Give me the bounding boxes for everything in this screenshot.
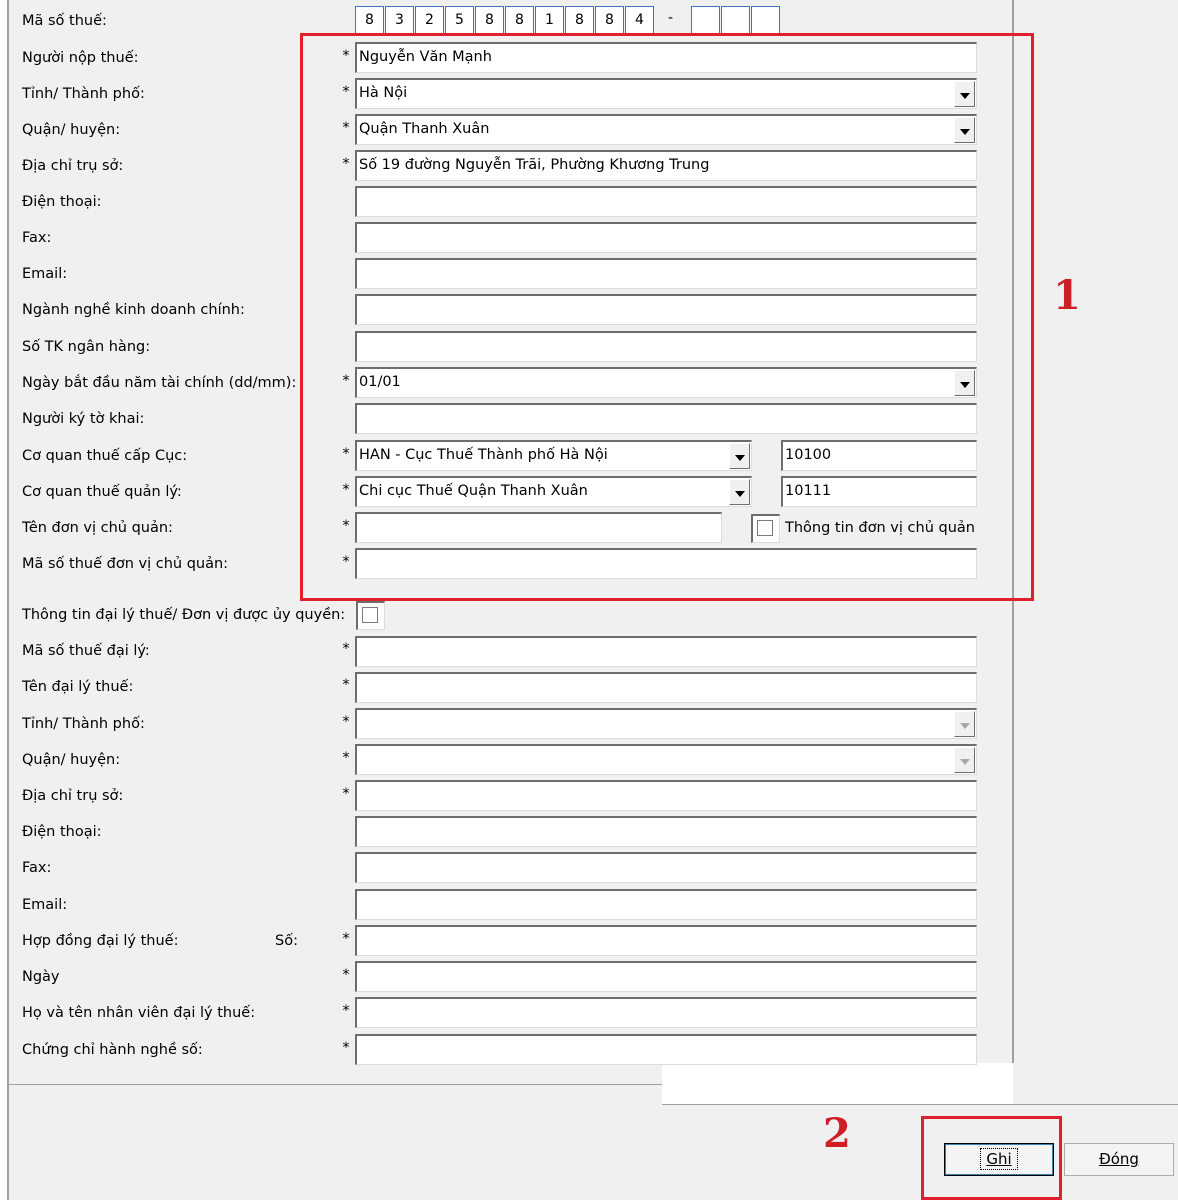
required-mark: * [342,482,350,498]
tax-office-value: Chi cục Thuế Quận Thanh Xuân [359,483,588,499]
agent-fax-label: Fax: [22,860,52,876]
annotation-number-1: 1 [1053,272,1081,319]
tax-code-digit[interactable]: 4 [625,6,654,34]
panel-bottom-edge [9,1084,662,1085]
business-label: Ngành nghề kinh doanh chính: [22,302,245,318]
agent-contract-no-label: Số: [275,933,298,949]
agent-province-label: Tỉnh/ Thành phố: [22,716,145,732]
agent-name-label: Tên đại lý thuế: [22,679,134,695]
agent-contract-no-input[interactable] [355,925,977,956]
tax-office-label: Cơ quan thuế quản lý: [22,484,182,500]
agent-contract-date-label: Ngày [22,969,60,985]
tax-code-branch-digit[interactable] [691,6,720,34]
agent-phone-label: Điện thoại: [22,824,102,840]
agent-address-input[interactable] [355,780,977,811]
required-mark: * [342,373,350,389]
required-mark: * [342,714,350,730]
required-mark: * [342,786,350,802]
agent-cert-label: Chứng chỉ hành nghề số: [22,1042,203,1058]
tax-office-code[interactable]: 10111 [781,476,977,507]
taxpayer-name-input[interactable]: Nguyễn Văn Mạnh [355,42,977,73]
required-mark: * [342,120,350,136]
required-mark: * [342,48,350,64]
parent-info-checkbox-label: Thông tin đơn vị chủ quản [785,520,975,536]
tax-code-digit[interactable]: 1 [535,6,564,34]
required-mark: * [342,518,350,534]
tax-code-digit[interactable]: 2 [415,6,444,34]
button-bar-divider [662,1104,1178,1105]
agent-email-label: Email: [22,897,68,913]
agent-district-label: Quận/ huyện: [22,752,121,768]
required-mark: * [342,967,350,983]
district-label: Quận/ huyện: [22,122,121,138]
required-mark: * [342,1040,350,1056]
agent-cert-input[interactable] [355,1034,977,1065]
required-mark: * [342,554,350,570]
agent-email-input[interactable] [355,889,977,920]
agent-district-select[interactable] [355,744,977,775]
address-input[interactable]: Số 19 đường Nguyễn Trãi, Phường Khương Trung [355,150,977,181]
tax-code-digit[interactable]: 8 [505,6,534,34]
fiscal-start-label: Ngày bắt đầu năm tài chính (dd/mm): [22,375,297,391]
tax-code-digit[interactable]: 3 [385,6,414,34]
tax-code-label: Mã số thuế: [22,13,107,29]
fax-label: Fax: [22,230,52,246]
tax-code-branch-digit[interactable] [751,6,780,34]
district-select-value: Quận Thanh Xuân [359,121,490,137]
tax-department-label: Cơ quan thuế cấp Cục: [22,448,188,464]
agent-province-select[interactable] [355,708,977,739]
agent-tax-code-label: Mã số thuế đại lý: [22,643,150,659]
agent-contract-date-input[interactable] [355,961,977,992]
agent-phone-input[interactable] [355,816,977,847]
required-mark: * [342,931,350,947]
required-mark: * [342,641,350,657]
tax-department-value: HAN - Cục Thuế Thành phố Hà Nội [359,447,608,463]
required-mark: * [342,677,350,693]
agent-address-label: Địa chỉ trụ sở: [22,788,124,804]
agent-contract-label: Hợp đồng đại lý thuế: [22,933,179,949]
tax-code-boxes[interactable] [355,6,785,36]
tax-code-branch-digit[interactable] [721,6,750,34]
bank-account-label: Số TK ngân hàng: [22,339,151,355]
close-button[interactable]: Đóng [1064,1143,1174,1176]
annotation-number-2: 2 [823,1110,851,1157]
phone-label: Điện thoại: [22,194,102,210]
tax-code-digit[interactable]: 5 [445,6,474,34]
chevron-down-icon[interactable] [954,711,975,737]
highlight-box-1 [300,33,1034,601]
tax-code-dash: - [668,10,674,26]
tax-code-digit[interactable]: 8 [595,6,624,34]
parent-name-label: Tên đơn vị chủ quản: [22,520,173,536]
agent-fax-input[interactable] [355,852,977,883]
parent-tax-code-label: Mã số thuế đơn vị chủ quản: [22,556,229,572]
panel-gap [662,1063,1013,1104]
email-label: Email: [22,266,68,282]
province-select-value: Hà Nội [359,85,408,101]
required-mark: * [342,1003,350,1019]
chevron-down-icon[interactable] [954,747,975,773]
agent-section-label: Thông tin đại lý thuế/ Đơn vị được ủy quyền: [22,607,346,623]
tax-department-code[interactable]: 10100 [781,440,977,471]
save-button-label: Ghi [982,1150,1015,1168]
required-mark: * [342,750,350,766]
window-left-border [0,0,9,1200]
agent-staff-label: Họ và tên nhân viên đại lý thuế: [22,1005,256,1021]
agent-name-input[interactable] [355,672,977,703]
signer-label: Người ký tờ khai: [22,411,145,427]
tax-code-digit[interactable]: 8 [565,6,594,34]
agent-tax-code-input[interactable] [355,636,977,667]
agent-staff-input[interactable] [355,997,977,1028]
fiscal-start-value: 01/01 [359,374,401,390]
province-label: Tỉnh/ Thành phố: [22,86,145,102]
required-mark: * [342,156,350,172]
highlight-box-2 [921,1116,1062,1200]
agent-info-checkbox[interactable] [356,601,385,630]
required-mark: * [342,84,350,100]
address-label: Địa chỉ trụ sở: [22,158,124,174]
tax-code-digit[interactable]: 8 [475,6,504,34]
taxpayer-name-label: Người nộp thuế: [22,50,139,66]
tax-code-digit[interactable]: 8 [355,6,384,34]
required-mark: * [342,446,350,462]
